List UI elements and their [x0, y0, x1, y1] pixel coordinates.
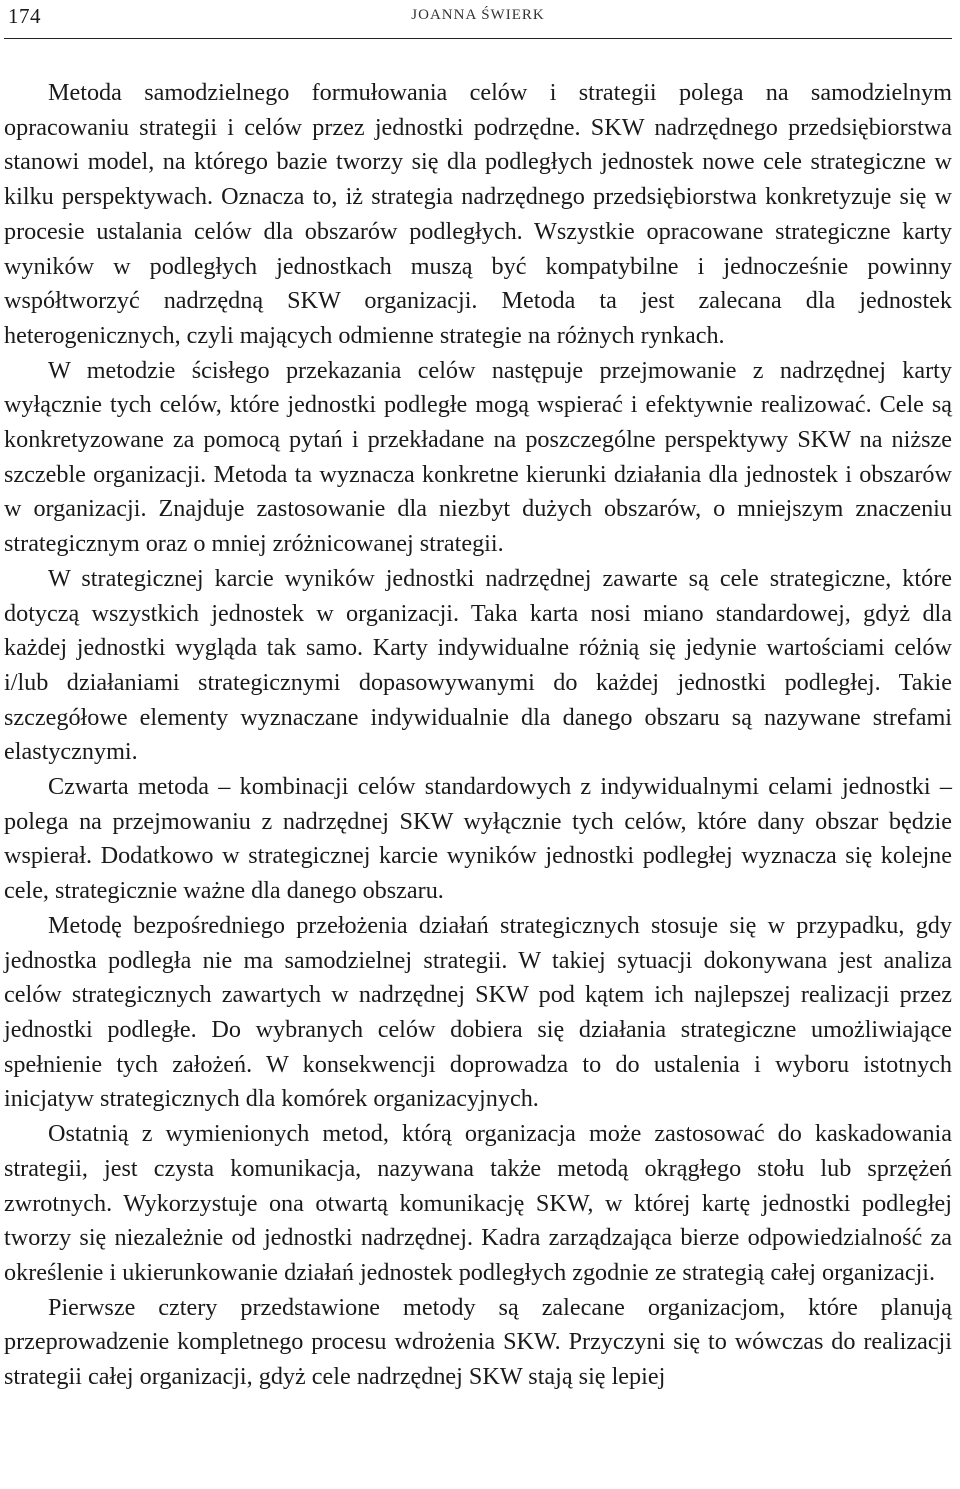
running-header [4, 0, 952, 39]
paragraph-3: W strategicznej karcie wyników jednostki nadrzędnej zawarte są cele strategiczne, które dotyczą wszystkich jednostek w organizacji. Taka karta nosi miano standardowej, gdyż dla każdej jednostki wygląda tak samo. Karty indywidualne różnią się jedynie wartościami celów i/lub działaniami strategicznymi dopasowywanymi do każdej jednostki podległej. Takie szczegółowe elementy wyznaczane indywidualnie dla danego obszaru są nazywane strefami elastycznymi. [4, 564, 952, 766]
paragraph-2: W metodzie ścisłego przekazania celów następuje przejmowanie z nadrzędnej karty wyłącznie tych celów, które jednostki podległe mogą wspierać i efektywnie realizować. Cele są konkretyzowane za pomocą pytań i przekładane na poszczególne perspektywy SKW na niższe szczeble organizacji. Metoda ta wyznacza konkretne kierunki działania dla jednostek i obszarów w organizacji. Znajduje zastosowanie dla niezbyt dużych obszarów, o mniejszym znaczeniu strategicznym oraz o mniej zróżnicowanej strategii. [4, 356, 952, 558]
paragraph-6: Ostatnią z wymienionych metod, którą organizacja może zastosować do kaskadowania strategii, jest czysta komunikacja, nazywana także metodą okrągłego stołu lub sprzężeń zwrotnych. Wykorzystuje ona otwartą komunikację SKW, w której kartę jednostki podległej tworzy się niezależnie od jednostki nadrzędnej. Kadra zarządzająca bierze odpowiedzialność za określenie i ukierunkowanie działań jednostek podległych zgodnie ze strategią całej organizacji. [4, 1120, 952, 1286]
paragraph-4: Czwarta metoda – kombinacji celów standardowych z indywidualnymi celami jednostki – polega na przejmowaniu z nadrzędnej SKW wyłącznie tych celów, które dany obszar będzie wspierał. Dodatkowo w strategicznej karcie wyników jednostki podległej wyznacza się kolejne cele, strategicznie ważne dla danego obszaru. [4, 773, 952, 905]
paragraph-1: Metoda samodzielnego formułowania celów i strategii polega na samodzielnym opracowaniu strategii i celów przez jednostki podrzędne. SKW nadrzędnego przedsiębiorstwa stanowi model, na którego bazie tworzy się dla podległych jednostek nowe cele strategiczne w kilku perspektywach. Oznacza to, iż strategia nadrzędnego przedsiębiorstwa konkretyzuje się w procesie ustalania celów dla obszarów podległych. Wszystkie opracowane strategiczne karty wyników w podległych jednostkach muszą być kompatybilne i jednocześnie powinny współtworzyć nadrzędną SKW organizacji. Metoda ta jest zalecana dla jednostek heterogenicznych, czyli mających odmienne strategie na różnych rynkach. [4, 79, 952, 349]
page-number: 174 [8, 4, 41, 28]
paragraph-5: Metodę bezpośredniego przełożenia działań strategicznych stosuje się w przypadku, gdy jednostka podległa nie ma samodzielnej strategii. W takiej sytuacji dokonywana jest analiza celów strategicznych zawartych w nadrzędnej SKW pod kątem ich najlepszej realizacji przez jednostki podległe. Do wybranych celów dobiera się działania strategiczne umożliwiające spełnienie tych założeń. W konsekwencji doprowadza to do ustalenia i wyboru istotnych inicjatyw strategicznych dla komórek organizacyjnych. [4, 911, 952, 1113]
paragraph-7: Pierwsze cztery przedstawione metody są zalecane organizacjom, które planują przeprowadzenie kompletnego procesu wdrożenia SKW. Przyczyni się to wówczas do realizacji strategii całej organizacji, gdyż cele nadrzędnej SKW stają się lepiej [4, 1293, 952, 1391]
body-text [4, 76, 952, 1395]
running-header-author: JOANNA ŚWIERK [411, 7, 545, 23]
